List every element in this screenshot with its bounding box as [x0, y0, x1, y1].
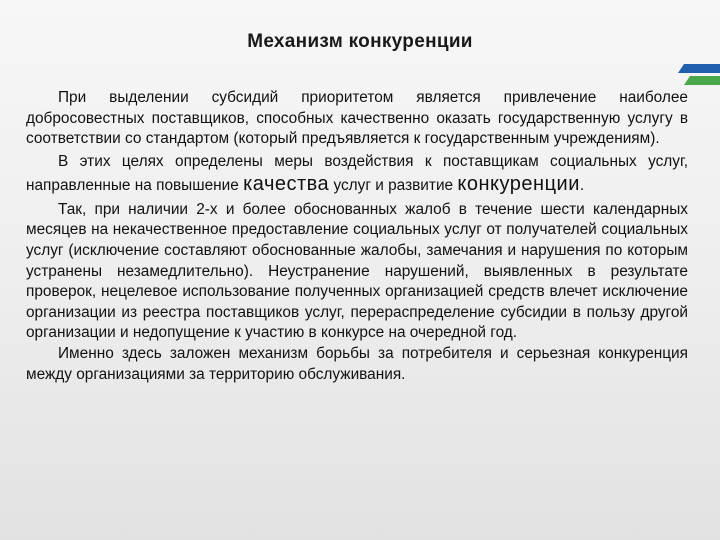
emphasis-competition: конкуренции	[457, 172, 580, 195]
paragraph-complaints: Так, при наличии 2-х и более обоснованных жалоб в течение шести календарных месяцев на некачественное предоставление социальных услуг от получателей социальных услуг (исключение составляют обоснованные жалобы, замечания и нарушения по которым устранены незамедлительно). Неустранение нарушений, выявленных в результате проверок, нецелевое использование полученных организацией средств влечет исключение организации из реестра поставщиков услуг, перераспределение субсидии в пользу другой организации и недопущение к участию в конкурсе на очередной год.	[26, 200, 688, 342]
paragraph-conclusion: Именно здесь заложен механизм борьбы за потребителя и серьезная конкуренция между организациями за территорию обслуживания.	[26, 344, 688, 383]
paragraph-measures	[26, 150, 688, 197]
decorative-corner-arrows	[676, 62, 720, 88]
paragraph-measures-part2: услуг и развитие	[329, 176, 458, 194]
paragraph-measures-part1: В этих целях определены меры воздействия к поставщикам социальных услуг, направленные на повышение	[26, 152, 688, 194]
paragraph-subsidy-priority: При выделении субсидий приоритетом является привлечение наиболее добросовестных поставщиков, способных качественно оказать государственную услугу в соответствии со стандартом (который предъявляется к государственным учреждениям).	[26, 89, 688, 148]
slide-title: Механизм конкуренции	[247, 31, 473, 52]
emphasis-quality: качества	[243, 172, 330, 195]
body-text	[26, 88, 688, 385]
paragraph-measures-part3: .	[579, 176, 585, 194]
